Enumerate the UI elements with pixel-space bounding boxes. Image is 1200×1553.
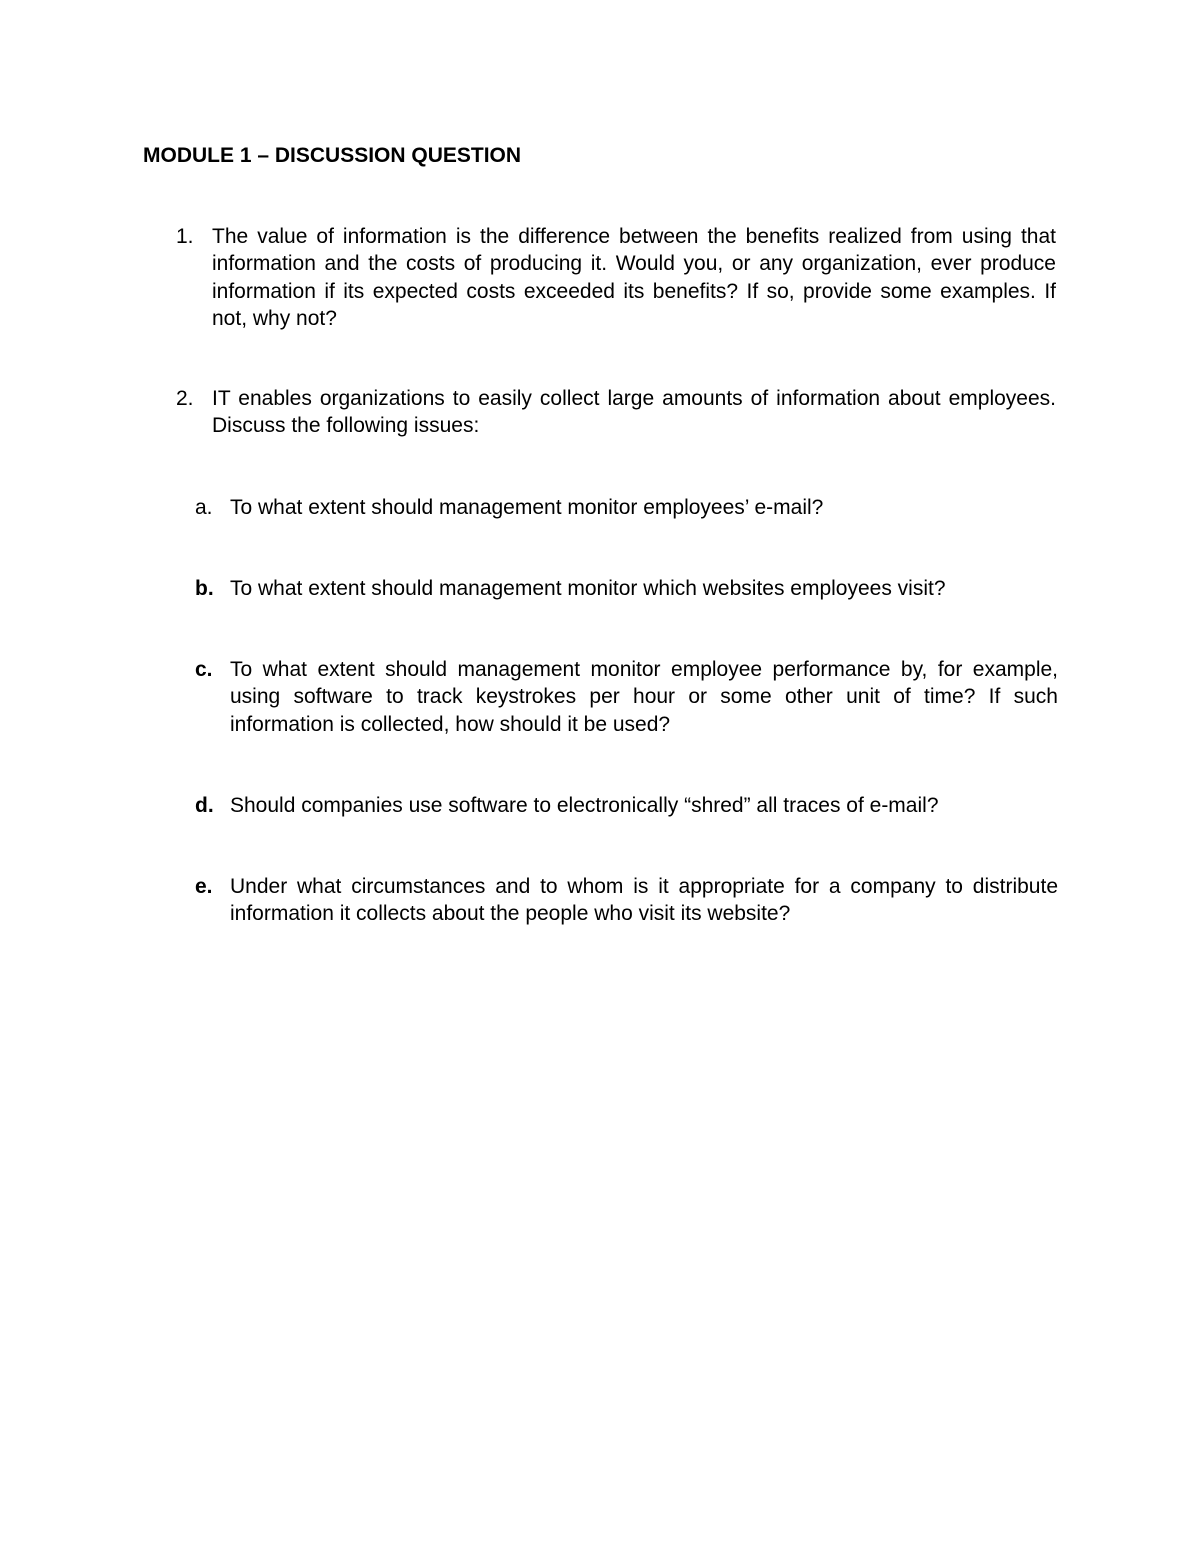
sub-question-text: To what extent should management monitor employees’ e-mail? bbox=[230, 496, 824, 519]
sub-question-text: To what extent should management monitor which websites employees visit? bbox=[230, 577, 946, 600]
sub-question-letter: c. bbox=[195, 658, 213, 681]
sub-question-text: Should companies use software to electronically “shred” all traces of e-mail? bbox=[230, 794, 939, 817]
sub-question-letter: e. bbox=[195, 875, 213, 898]
question-number: 2. bbox=[176, 387, 194, 410]
sub-question-text: To what extent should management monitor employee performance by, for example, using software to track keystrokes per hour or some other unit of time? If such information is collected, how should it be used? bbox=[230, 658, 1058, 736]
document-title: MODULE 1 – DISCUSSION QUESTION bbox=[143, 144, 522, 167]
sub-question-letter: d. bbox=[195, 794, 214, 817]
sub-question-text: Under what circumstances and to whom is it appropriate for a company to distribute information it collects about the people who visit its website? bbox=[230, 875, 1058, 926]
question-text: IT enables organizations to easily collect large amounts of information about employees. Discuss the following issues: bbox=[212, 387, 1056, 438]
question-number: 1. bbox=[176, 225, 194, 248]
question-text: The value of information is the difference between the benefits realized from using that information and the costs of producing it. Would you, or any organization, ever produce information if its expected costs exceeded its benefits? If so, provide some examples. If not, why not? bbox=[212, 225, 1056, 331]
sub-question-letter: a. bbox=[195, 496, 213, 519]
sub-question-letter: b. bbox=[195, 577, 214, 600]
